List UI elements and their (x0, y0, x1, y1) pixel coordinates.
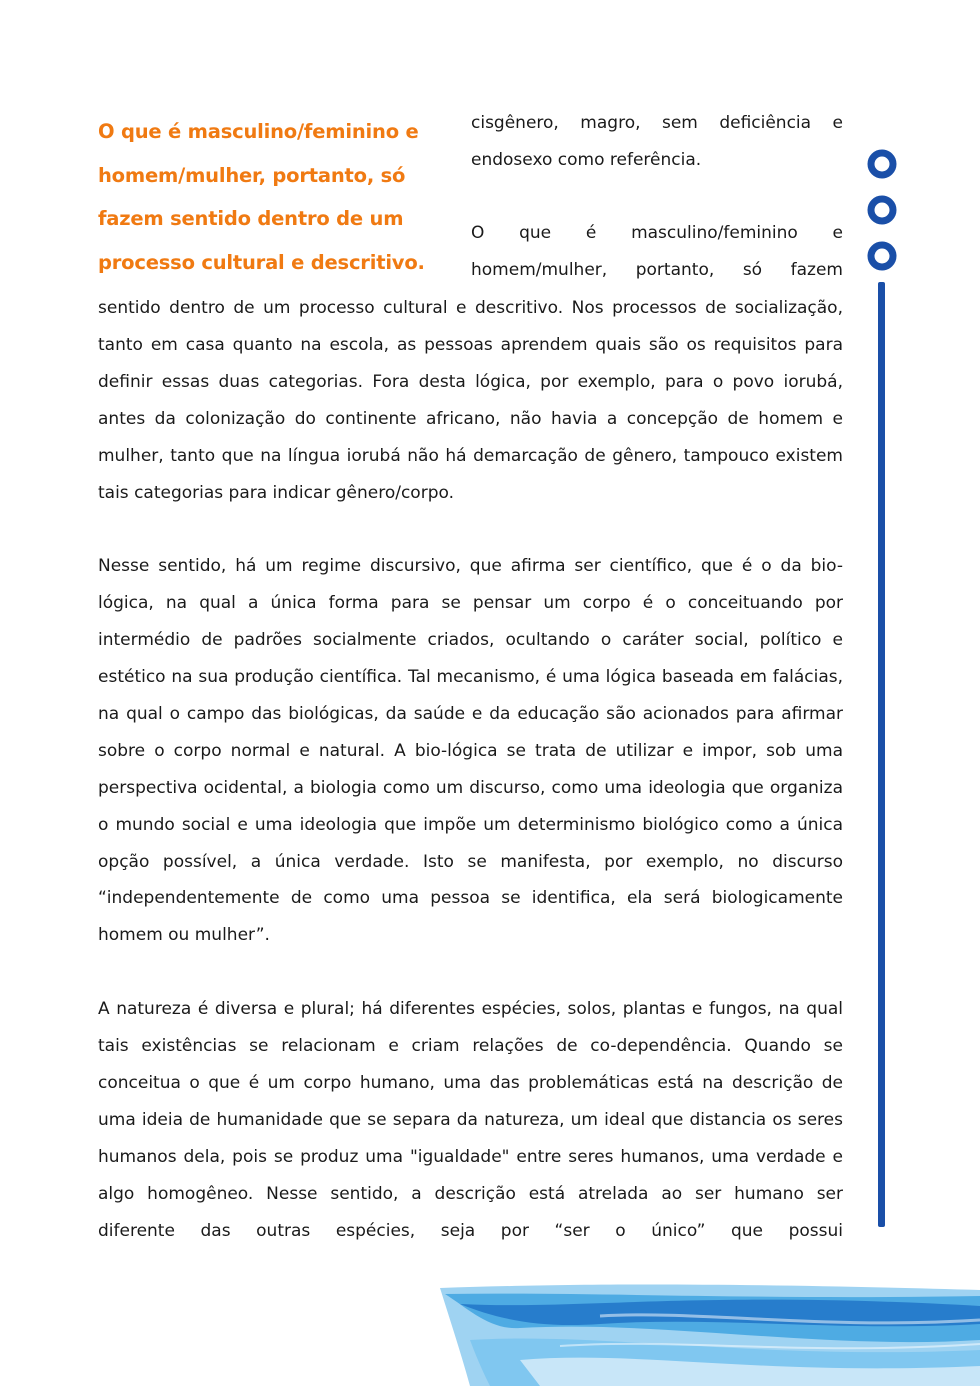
lead-column (471, 105, 843, 289)
body-paragraph-3: A natureza é diversa e plural; há diferentes espécies, solos, plantas e fungos, na qual tais existências se relacionam e criam relações de co-dependência. Quando se conceitua o que é um corpo humano, uma das problemáticas está na descrição de uma ideia de humanidade que se separa da natureza, um ideal que distancia os seres humanos dela, pois se produz uma "igualdade" entre seres humanos, uma verdade e algo homogêneo. Nesse sentido, a descrição está atrelada ao ser humano ser diferente das outras espécies, seja por “ser o único” que possui (98, 999, 843, 1241)
ring-1-icon (871, 153, 893, 175)
body-text (98, 290, 843, 1250)
pull-quote: O que é masculino/feminino e homem/mulher, portanto, só fazem sentido dentro de um processo cultural e descritivo. (98, 120, 425, 274)
decorative-rings-icon (864, 146, 900, 276)
ring-3-icon (871, 245, 893, 267)
watercolor-wave-footer (0, 1280, 980, 1386)
body-paragraph-2: Nesse sentido, há um regime discursivo, que afirma ser científico, que é o da bio-lógica, na qual a única forma para se pensar um corpo é o conceituando por intermédio de padrões socialmente criados, ocultando o caráter social, político e estético na sua produção científica. Tal mecanismo, é uma lógica baseada em falácias, na qual o campo das biológicas, da saúde e da educação são acionados para afirmar sobre o corpo normal e natural. A bio-lógica se trata de utilizar e impor, sob uma perspectiva ocidental, a biologia como um discurso, como uma ideologia que organiza o mundo social e uma ideologia que impõe um determinismo biológico como a única opção possível, a única verdade. Isto se manifesta, por exemplo, no discurso “independentemente de como uma pessoa se identifica, ela será biologicamente homem ou mulher”. (98, 556, 843, 946)
body-paragraph-1: sentido dentro de um processo cultural e descritivo. Nos processos de socialização, tanto em casa quanto na escola, as pessoas aprendem quais são os requisitos para definir essas duas categorias. Fora desta lógica, por exemplo, para o povo iorubá, antes da colonização do continente africano, não havia a concepção de homem e mulher, tanto que na língua iorubá não há demarcação de gênero, tampouco existem tais categorias para indicar gênero/corpo. (98, 298, 843, 503)
ring-2-icon (871, 199, 893, 221)
decorative-vertical-line (878, 282, 885, 1227)
lead-paragraph: cisgênero, magro, sem deficiência e endosexo como referência. (471, 113, 843, 170)
lead-paragraph-continued: O que é masculino/feminino e homem/mulher, portanto, só fazem (471, 223, 843, 281)
